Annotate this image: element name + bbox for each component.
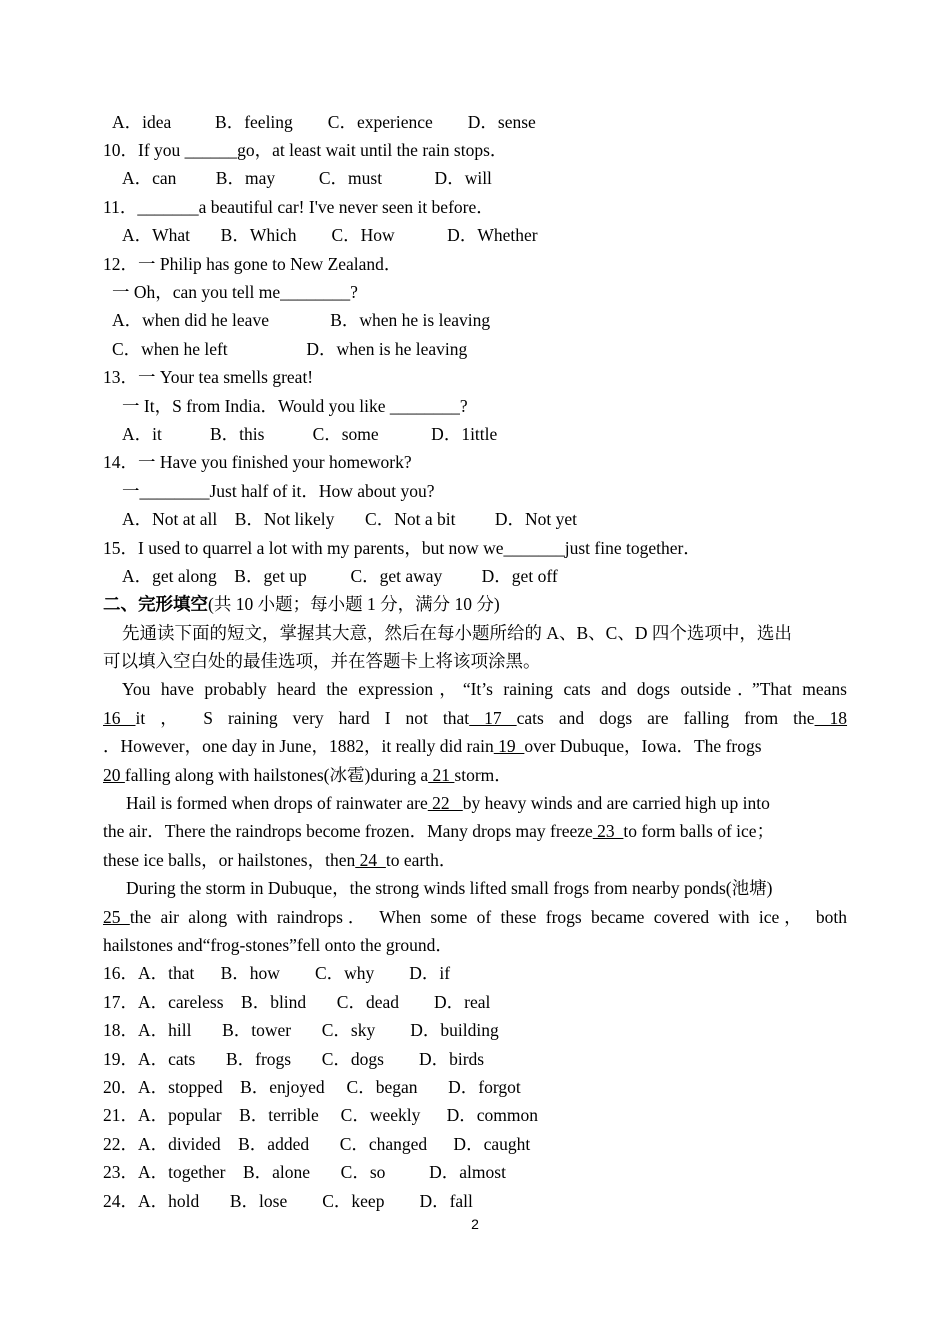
- blank-19: 19: [493, 736, 525, 756]
- passage-text: over Dubuque，Iowa．The frogs: [524, 736, 762, 756]
- passage-text: falling along with hailstones(冰雹)during a: [124, 765, 429, 785]
- question-line: A．can B．may C．must D．will: [122, 168, 492, 188]
- question-line: A．when did he leave B．when he is leaving: [112, 310, 491, 330]
- question-line: A．get along B．get up C．get away D．get off: [122, 566, 558, 586]
- section-note: (共 10 小题；每小题 1 分，满分 10 分): [208, 594, 500, 614]
- option-line: 16．A．that B．how C．why D．if: [103, 963, 451, 983]
- option-line: 23．A．together B．alone C．so D．almost: [103, 1162, 506, 1182]
- question-line: 12．一 Philip has gone to New Zealand．: [103, 254, 402, 274]
- option-line: 22．A．divided B．added C．changed D．caught: [103, 1134, 531, 1154]
- passage-line: [126, 792, 770, 814]
- question-line: A．Not at all B．Not likely C．Not a bit D．Not yet: [122, 509, 577, 529]
- question-line: A．it B．this C．some D．1ittle: [122, 424, 498, 444]
- blank-25: 25: [103, 907, 130, 927]
- question-line: 13．一 Your tea smells great!: [103, 367, 314, 387]
- passage-text: the air along with raindrops． When some of these frogs became covered with ice， both: [129, 907, 848, 927]
- passage-text: cats and dogs are falling from the: [516, 708, 815, 728]
- section-title: 二、完形填空: [103, 594, 208, 614]
- passage-line: hailstones and“frog-stones”fell onto the ground．: [103, 935, 453, 955]
- passage-text: it ， S raining very hard I not that: [135, 708, 470, 728]
- question-line: 11．_______a beautiful car! I've never seen it before．: [103, 197, 494, 217]
- page-number: 2: [471, 1216, 479, 1232]
- question-line: 10．If you ______go，at least wait until the rain stops．: [103, 140, 508, 160]
- blank-16: 16: [103, 708, 136, 728]
- passage-text: storm．: [454, 765, 512, 785]
- question-line: A．idea B．feeling C．experience D．sense: [112, 112, 536, 132]
- option-line: 24．A．hold B．lose C．keep D．fall: [103, 1191, 473, 1211]
- passage-line: During the storm in Dubuque，the strong winds lifted small frogs from nearby ponds(池塘): [126, 878, 773, 898]
- blank-23: 23: [592, 821, 624, 841]
- blank-21: 21: [428, 765, 455, 785]
- option-line: 20．A．stopped B．enjoyed C．began D．forgot: [103, 1077, 521, 1097]
- question-line: A．What B．Which C．How D．Whether: [122, 225, 538, 245]
- question-line: 15．I used to quarrel a lot with my parents，but now we_______just fine together．: [103, 538, 701, 558]
- question-line: 一 Oh，can you tell me________?: [112, 282, 358, 302]
- passage-line: [103, 820, 774, 842]
- blank-18: 18: [814, 708, 848, 728]
- blank-20: 20: [103, 765, 125, 785]
- passage-text: the air．There the raindrops become frozen．Many drops may freeze: [103, 821, 593, 841]
- passage-line: [103, 906, 847, 928]
- section-heading: [103, 593, 500, 615]
- question-line: C．when he left D．when is he leaving: [112, 339, 468, 359]
- passage-line: You have probably heard the expression，“It’s raining cats and dogs outside．”That means: [122, 679, 847, 699]
- blank-17: 17: [469, 708, 517, 728]
- option-line: 17．A．careless B．blind C．dead D．real: [103, 992, 491, 1012]
- blank-24: 24: [355, 850, 386, 870]
- passage-text: Hail is formed when drops of rainwater are: [126, 793, 428, 813]
- passage-text: to form balls of ice；: [623, 821, 775, 841]
- blank-22: 22: [427, 793, 463, 813]
- passage-text: to earth．: [385, 850, 457, 870]
- passage-text: ．However，one day in June，1882，it really did rain: [103, 736, 494, 756]
- question-line: 一 It，S from India．Would you like ________?: [122, 396, 468, 416]
- option-line: 21．A．popular B．terrible C．weekly D．common: [103, 1105, 539, 1125]
- passage-line: [103, 849, 456, 871]
- option-line: 19．A．cats B．frogs C．dogs D．birds: [103, 1049, 485, 1069]
- instruction-line-2: 可以填入空白处的最佳选项，并在答题卡上将该项涂黑。: [103, 651, 541, 671]
- passage-line: [103, 735, 762, 757]
- instruction-line-1: 先通读下面的短文，掌握其大意，然后在每小题所给的 A、B、C、D 四个选项中，选出: [122, 623, 792, 643]
- passage-text: these ice balls，or hailstones，then: [103, 850, 356, 870]
- question-line: 14．一 Have you finished your homework?: [103, 452, 412, 472]
- passage-line: [103, 764, 512, 786]
- question-line: 一________Just half of it．How about you?: [122, 481, 435, 501]
- passage-text: by heavy winds and are carried high up into: [462, 793, 770, 813]
- passage-line: [103, 707, 847, 729]
- option-line: 18．A．hill B．tower C．sky D．building: [103, 1020, 499, 1040]
